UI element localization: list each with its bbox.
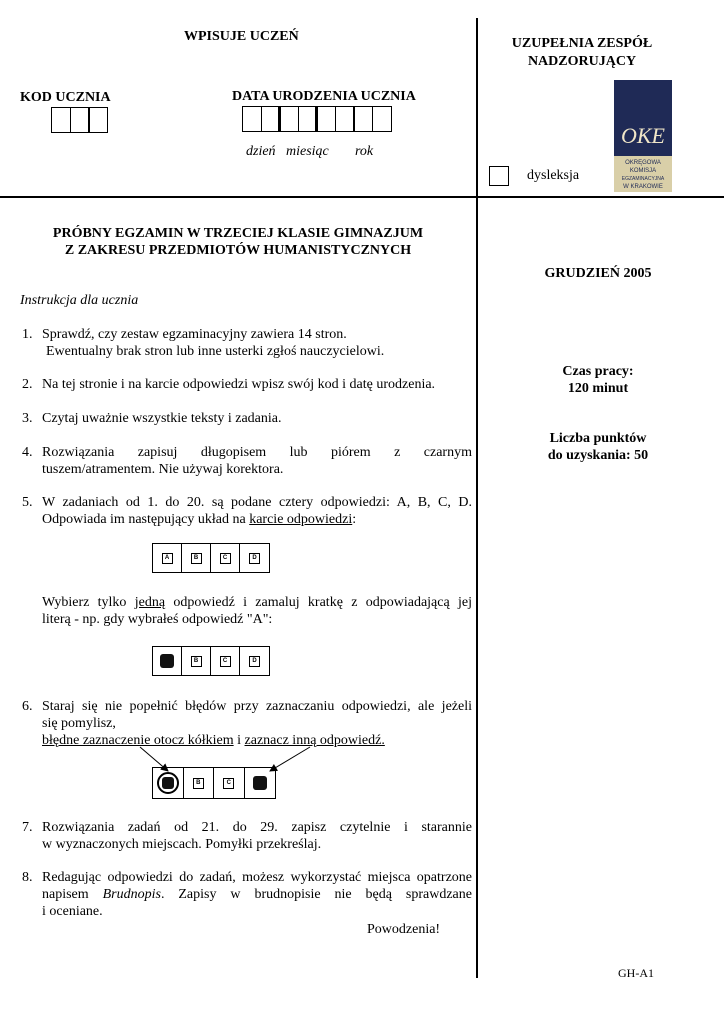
- instruction-number: 1.: [22, 327, 33, 342]
- instruction-4: [22, 444, 472, 478]
- points-label: Liczba punktów: [549, 431, 647, 446]
- instruction-number: 4.: [22, 445, 33, 460]
- instruction-text: Na tej stronie i na karcie odpowiedzi wpisz swój kod i datę urodzenia.: [42, 377, 436, 392]
- committee-fill-heading: [482, 35, 682, 71]
- instruction-text-part: i: [233, 733, 245, 748]
- dyslexia-checkbox[interactable]: [489, 166, 509, 186]
- code-cell[interactable]: [70, 107, 90, 133]
- instruction-text: W zadaniach od 1. do 20. są podane cztery odpowiedzi: A, B, C, D.: [42, 495, 472, 510]
- instruction-text: Rozwiązania zapisuj długopisem lub piórem z czarnym: [42, 445, 472, 460]
- circled-mark-icon: [157, 772, 179, 794]
- instruction-3: [22, 410, 472, 427]
- instruction-text: w wyznaczonych miejscach. Pomyłki przekreślaj.: [42, 837, 322, 852]
- points-info: [480, 430, 716, 464]
- instruction-text: tuszem/atramentem. Nie używaj korektora.: [42, 462, 284, 477]
- horizontal-divider: [0, 196, 724, 198]
- arrow-to-new-answer: [270, 747, 310, 771]
- birthdate-cell[interactable]: [335, 106, 355, 132]
- instruction-text-part: . Zapisy w brudnopisie nie będą sprawdzane: [160, 887, 472, 902]
- filled-mark-icon: [253, 776, 267, 790]
- answer-cell: [182, 544, 211, 572]
- answer-cell: [214, 768, 245, 798]
- exam-title: [0, 225, 476, 259]
- instruction-number: 7.: [22, 820, 33, 835]
- filled-mark-icon: [160, 654, 174, 668]
- answer-letter: C: [220, 656, 231, 667]
- instruction-text: Redagując odpowiedzi do zadań, możesz wykorzystać miejsca opatrzone: [42, 870, 472, 885]
- code-cell[interactable]: [51, 107, 71, 133]
- instruction-number: 5.: [22, 495, 33, 510]
- instruction-text-part: :: [352, 512, 357, 527]
- logo-mark: OKE: [621, 123, 665, 148]
- answer-cell: [153, 647, 182, 675]
- student-code-label: KOD UCZNIA: [20, 90, 111, 105]
- exam-title-line: Z ZAKRESU PRZEDMIOTÓW HUMANISTYCZNYCH: [64, 243, 412, 258]
- oke-logo-image: [614, 80, 672, 192]
- filled-mark-icon: [162, 777, 174, 789]
- instruction-5: [22, 494, 472, 528]
- instruction-text: [42, 886, 472, 903]
- answer-cell: [245, 768, 275, 798]
- page-code: GH-A1: [618, 966, 654, 980]
- birthdate-cell[interactable]: [353, 106, 373, 132]
- answer-letter: B: [191, 656, 202, 667]
- answer-cell: [153, 544, 182, 572]
- committee-fill-line: UZUPEŁNIA ZESPÓŁ: [511, 36, 653, 51]
- exam-title-line: PRÓBNY EGZAMIN W TRZECIEJ KLASIE GIMNAZJUM: [52, 226, 424, 241]
- instruction-8: [22, 869, 472, 920]
- answer-example-corrected: [152, 767, 276, 799]
- answer-cell: [240, 544, 269, 572]
- answer-letter: B: [193, 778, 204, 789]
- answer-example-filled: [152, 646, 270, 676]
- birthdate-cell[interactable]: [261, 106, 281, 132]
- answer-cell: [211, 544, 240, 572]
- answer-letter: C: [220, 553, 231, 564]
- logo-line: W KRAKOWIE: [623, 184, 663, 190]
- work-time-value: 120 minut: [567, 381, 629, 396]
- instruction-text: i oceniane.: [42, 904, 103, 919]
- student-code-boxes[interactable]: [51, 107, 107, 133]
- birthdate-cell[interactable]: [372, 106, 392, 132]
- answer-letter: D: [249, 656, 260, 667]
- instruction-text: [42, 511, 472, 528]
- vertical-divider: [476, 18, 478, 978]
- birthdate-boxes[interactable]: [242, 106, 390, 132]
- birthdate-label: DATA URODZENIA UCZNIA: [232, 89, 416, 104]
- logo-line: EGZAMINACYJNA: [621, 176, 665, 182]
- birthdate-cell[interactable]: [316, 106, 336, 132]
- exam-date: GRUDZIEŃ 2005: [544, 266, 652, 281]
- answer-cell: [153, 768, 184, 798]
- answer-cell: [184, 768, 215, 798]
- answer-letter: A: [162, 553, 173, 564]
- logo-line: OKRĘGOWA: [625, 160, 661, 166]
- instruction-number: 2.: [22, 377, 33, 392]
- answer-letter: D: [249, 553, 260, 564]
- instruction-text-part: odpowiedź i zamaluj kratkę z odpowiadającą jej: [165, 595, 472, 610]
- instruction-text: Staraj się nie popełnić błędów przy zaznaczaniu odpowiedzi, ale jeżeli: [42, 699, 472, 714]
- instruction-5-continued: [22, 594, 472, 628]
- answer-letter: B: [191, 553, 202, 564]
- instruction-1: [22, 326, 472, 360]
- instruction-2: [22, 376, 472, 393]
- instruction-text: Rozwiązania zadań od 21. do 29. zapisz czytelnie i starannie: [42, 820, 472, 835]
- committee-fill-line: NADZORUJĄCY: [527, 54, 637, 69]
- instruction-number: 8.: [22, 870, 33, 885]
- instruction-text: Czytaj uważnie wszystkie teksty i zadania.: [42, 411, 282, 426]
- oke-logo: [614, 80, 672, 192]
- birthdate-cell[interactable]: [279, 106, 299, 132]
- instruction-7: [22, 819, 472, 853]
- birth-day-caption: dzień: [246, 144, 276, 159]
- instruction-text-part: napisem: [42, 887, 103, 902]
- answer-letter: C: [223, 778, 234, 789]
- instruction-emphasis: Brudnopis: [102, 887, 161, 902]
- instruction-emphasis: błędne zaznaczenie otocz kółkiem: [42, 733, 234, 748]
- instruction-emphasis: jedną: [134, 595, 166, 610]
- birth-month-caption: miesiąc: [286, 144, 329, 159]
- birth-year-caption: rok: [355, 144, 374, 159]
- points-value: do uzyskania: 50: [547, 448, 649, 463]
- student-fill-heading: WPISUJE UCZEŃ: [184, 29, 299, 44]
- answer-example-empty: [152, 543, 270, 573]
- instruction-emphasis: zaznacz inną odpowiedź.: [244, 733, 385, 748]
- instructions-heading: Instrukcja dla ucznia: [20, 293, 139, 308]
- instruction-text: [42, 594, 472, 611]
- instruction-number: 3.: [22, 411, 33, 426]
- instruction-text-part: Odpowiada im następujący układ na: [42, 512, 250, 527]
- instruction-text: literą - np. gdy wybrałeś odpowiedź "A":: [42, 612, 273, 627]
- dyslexia-label: dysleksja: [527, 168, 580, 183]
- code-cell[interactable]: [88, 107, 108, 133]
- good-luck-text: Powodzenia!: [367, 922, 441, 937]
- instruction-number: 6.: [22, 699, 33, 714]
- instruction-text: się pomylisz,: [42, 716, 116, 731]
- instruction-text-part: Wybierz tylko: [42, 595, 135, 610]
- answer-cell: [211, 647, 240, 675]
- answer-card-reference: karcie odpowiedzi: [249, 512, 353, 527]
- birthdate-cell[interactable]: [242, 106, 262, 132]
- answer-cell: [182, 647, 211, 675]
- instruction-6: [22, 698, 472, 749]
- answer-cell: [240, 647, 269, 675]
- work-time: [480, 363, 716, 397]
- instruction-text: Ewentualny brak stron lub inne usterki zgłoś nauczycielowi.: [46, 344, 385, 359]
- birthdate-cell[interactable]: [298, 106, 318, 132]
- instruction-text: Sprawdź, czy zestaw egzaminacyjny zawiera 14 stron.: [42, 327, 347, 342]
- work-time-label: Czas pracy:: [562, 364, 634, 379]
- logo-line: KOMISJA: [629, 168, 657, 174]
